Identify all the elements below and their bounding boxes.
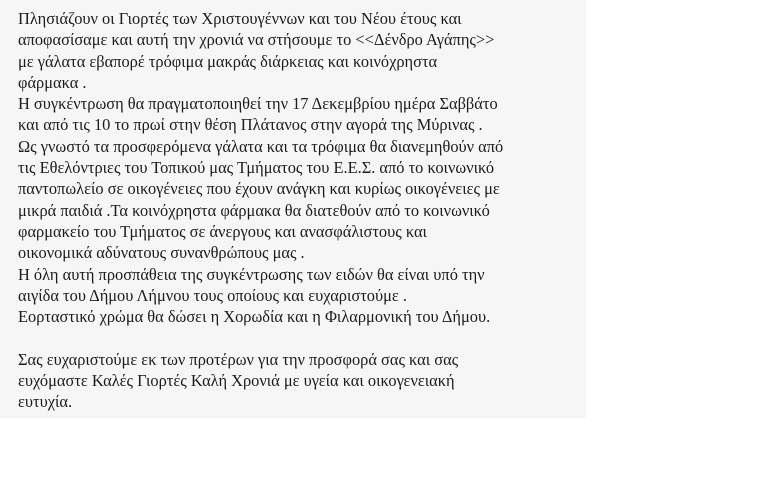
text-line: ευχόμαστε Καλές Γιορτές Καλή Χρονιά με υγεία και οικογενειακή [18,371,455,391]
main-paragraph [18,8,583,327]
text-line: οικονομικά αδύνατους συνανθρώπους μας . [18,243,305,263]
text-line: Η συγκέντρωση θα πραγματοποιηθεί την 17 Δεκεμβρίου ημέρα Σαββάτο [18,94,498,114]
text-line: τις Εθελόντριες του Τοπικού μας Τμήματος του Ε.Ε.Σ. από το κοινωνικό [18,158,495,178]
text-line: φάρμακα . [18,72,87,92]
letter-body [18,8,583,413]
text-line: Πλησιάζουν οι Γιορτές των Χριστουγέννων και του Νέου έτους και [18,9,462,28]
text-line: αιγίδα του Δήμου Λήμνου τους οποίους και ευχαριστούμε . [18,285,407,305]
text-line: παντοπωλείο σε οικογένειες που έχουν ανάγκη και κυρίως οικογένειες με [18,179,500,199]
text-line: Η όλη αυτή προσπάθεια της συγκέντρωσης των ειδών θα είναι υπό την [18,264,485,284]
text-line: μικρά παιδιά .Τα κοινόχρηστα φάρμακα θα διατεθούν από το κοινωνικό [18,200,490,220]
text-line: Σας ευχαριστούμε εκ των προτέρων για την προσφορά σας και σας [18,349,459,369]
text-line: ευτυχία. [18,392,73,412]
closing-paragraph [18,349,583,413]
text-line: αποφασίσαμε και αυτή την χρονιά να στήσουμε το <<Δένδρο Αγάπης>> [18,30,495,50]
text-line: Ως γνωστό τα προσφερόμενα γάλατα και τα τρόφιμα θα διανεμηθούν από [18,136,504,156]
text-line: Εορταστικό χρώμα θα δώσει η Χορωδία και η Φιλαρμονική του Δήμου. [18,307,491,327]
paragraph-gap [18,327,583,348]
text-line: φαρμακείο του Τμήματος σε άνεργους και ανασφάλιστους και [18,221,427,241]
text-line: με γάλατα εβαπορέ τρόφιμα μακράς διάρκειας και κοινόχρηστα [18,51,438,71]
text-line: και από τις 10 το πρωί στην θέση Πλάτανος στην αγορά της Μύρινας . [18,115,483,135]
